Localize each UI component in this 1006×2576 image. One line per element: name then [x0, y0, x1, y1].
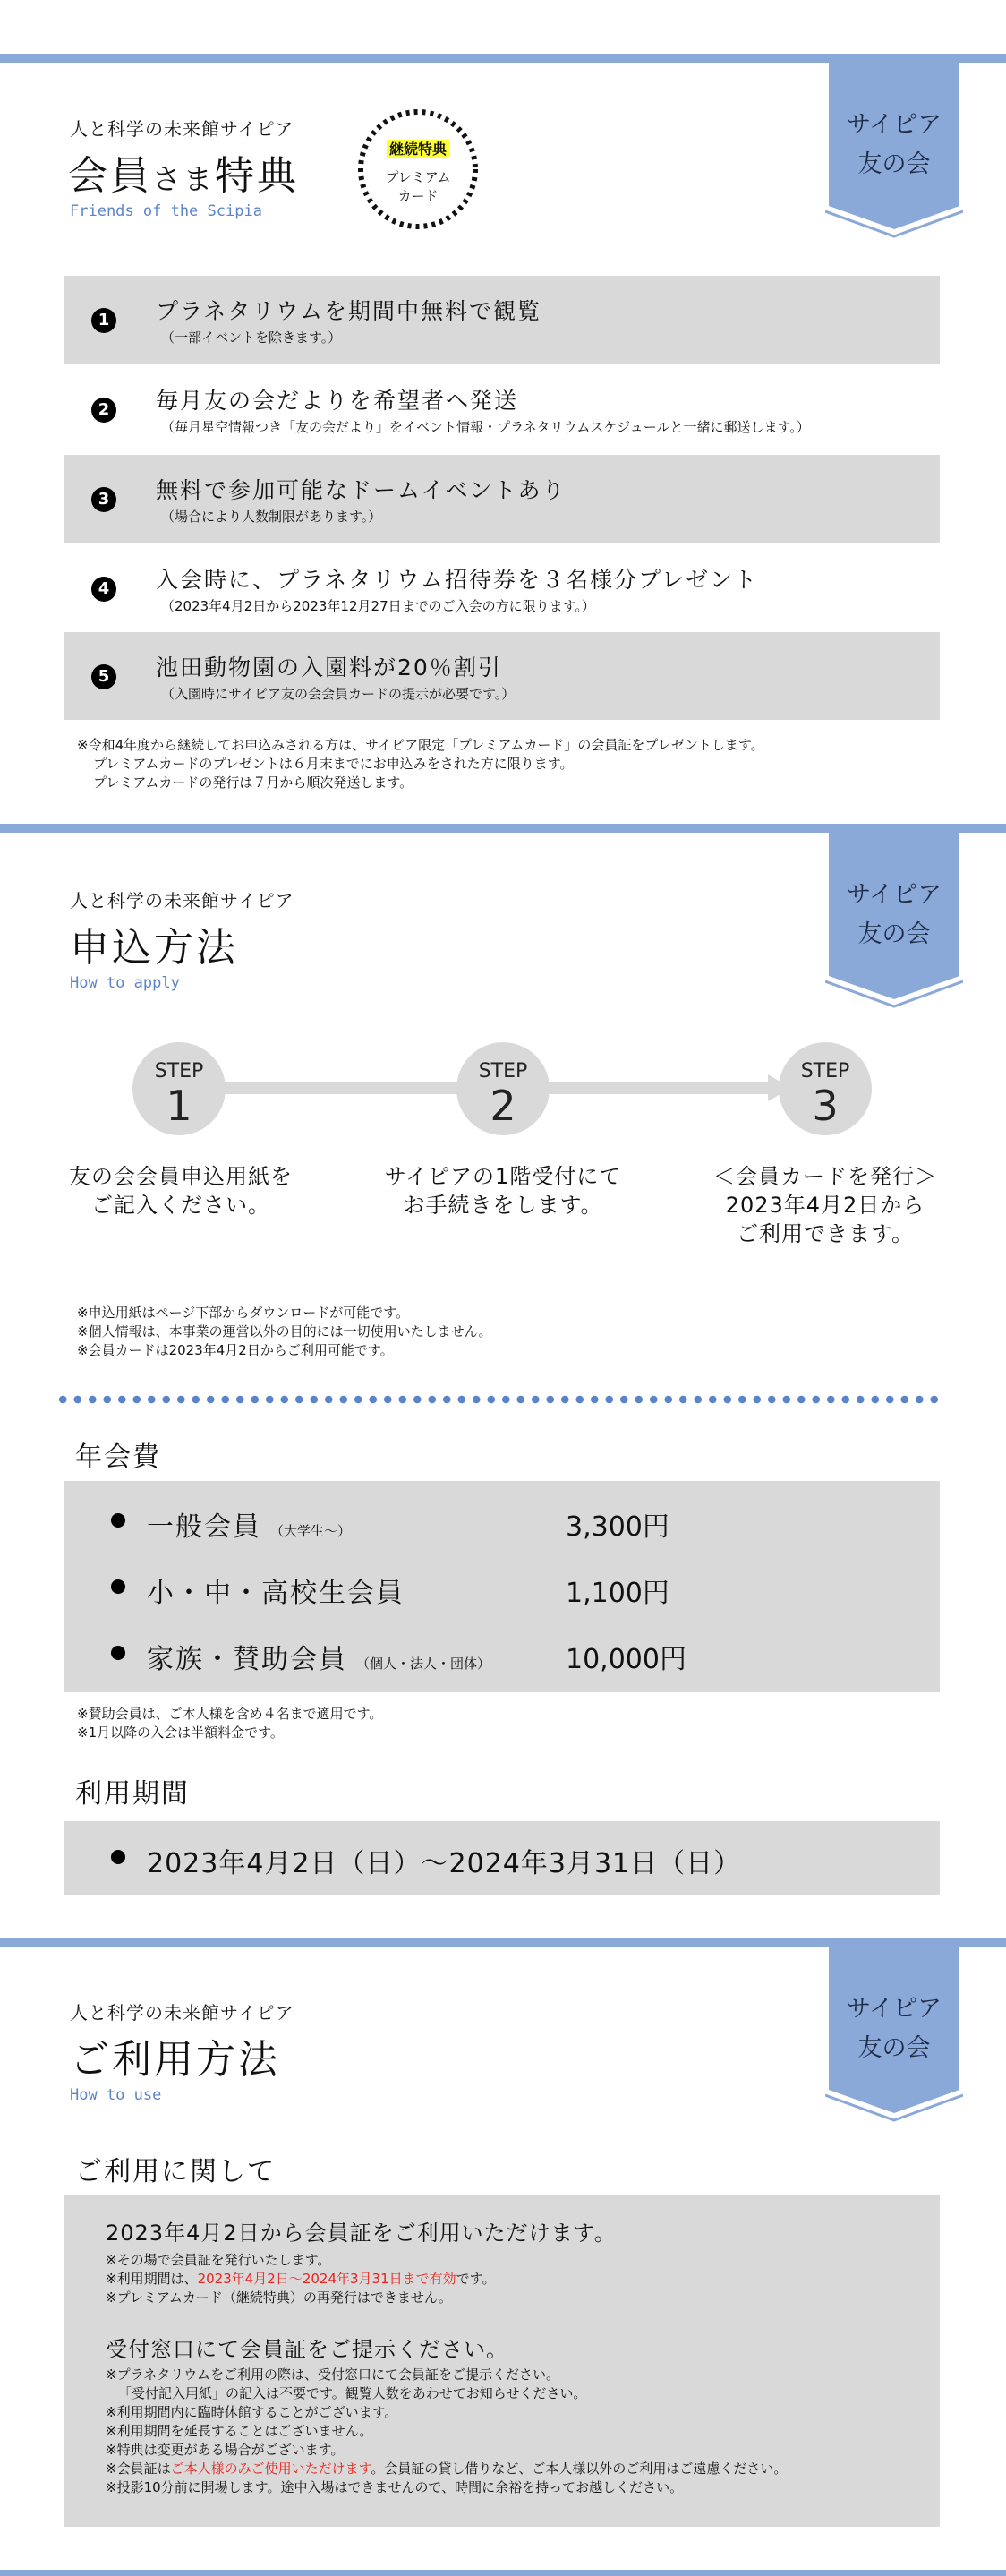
benefit-main: 入会時に、プラネタリウム招待券を３名様分プレゼント	[156, 567, 759, 593]
benefit-item	[64, 455, 940, 543]
benefit-sub: （入園時にサイピア友の会会員カードの提示が必要です。）	[161, 686, 516, 702]
period-value: 2023年4月2日（日）～2024年3月31日（日）	[147, 1848, 742, 1879]
number-badge: 2	[91, 398, 116, 423]
usage-box	[64, 2195, 940, 2527]
benefits-notes: ※令和4年度から継続してお申込みされる方は、サイピア限定「プレミアムカード」の会員証をプレゼントします。 プレミアムカードのプレゼントは６月末までにお申込みをされた方に限ります。 プレミアムカードの発行は７月から順次発送します。	[77, 737, 764, 791]
badge-line1: プレミアム	[385, 169, 451, 185]
benefit-main: プラネタリウムを期間中無料で観覧	[156, 298, 542, 324]
step-description-2: サイピアの1階受付にて お手続きをします。	[384, 1164, 622, 1218]
benefit-main: 池田動物園の入園料が20％割引	[156, 655, 502, 680]
bullet-icon	[111, 1646, 125, 1660]
benefit-item	[64, 276, 940, 364]
benefit-main: 無料で参加可能なドームイベントあり	[156, 477, 567, 503]
org-name: 人と科学の未来館サイピア	[70, 890, 294, 911]
banner-line1: サイピア	[846, 111, 942, 139]
org-name: 人と科学の未来館サイピア	[70, 2002, 294, 2024]
bullet-icon	[111, 1850, 125, 1864]
benefit-sub: （毎月星空情報つき「友の会だより」をイベント情報・プラネタリウムスケジュールと一緒に郵送します。）	[161, 419, 810, 435]
badge-line2: カード	[397, 188, 439, 204]
number-badge: 4	[91, 577, 116, 602]
bottom-divider-bar	[0, 2570, 1006, 2576]
page-title-usage: ご利用方法	[70, 2037, 280, 2083]
friends-club-banner	[825, 833, 963, 996]
fee-price: 3,300円	[566, 1511, 669, 1543]
usage-block1-title: 2023年4月2日から会員証をご利用いただけます。	[106, 2221, 617, 2246]
fee-row	[64, 1554, 940, 1621]
usage-block2-title: 受付窓口にて会員証をご提示ください。	[106, 2337, 508, 2362]
banner-line2: 友の会	[857, 920, 931, 948]
step-description-3: ＜会員カードを発行＞ 2023年4月2日から ご利用できます。	[713, 1164, 937, 1246]
valid-period-highlight: 2023年4月2日～2024年3月31日まで有効	[197, 2271, 456, 2287]
step-circle-2: STEP 2	[456, 1042, 550, 1135]
fee-price: 1,100円	[566, 1578, 669, 1609]
benefit-item	[64, 632, 940, 720]
usage-block1-notes: ※その場で会員証を発行いたします。 ※利用期間は、2023年4月2日～2024年3月31日まで有効です。 ※プレミアムカード（継続特典）の再発行はできません。	[106, 2252, 496, 2306]
fee-notes: ※賛助会員は、ご本人様を含め４名まで適用です。 ※1月以降の入会は半額料金です。	[77, 1706, 383, 1741]
top-divider-bar	[0, 54, 1006, 63]
owner-only-highlight: ご本人様のみご使用いただけます	[170, 2460, 371, 2477]
fee-note: （個人・法人・団体）	[356, 1656, 491, 1672]
usage-title-en: How to use	[70, 2086, 162, 2104]
premium-card-badge	[354, 106, 482, 233]
fee-name: 一般会員	[147, 1511, 261, 1543]
fee-row	[64, 1621, 940, 1687]
page-title-apply: 申込方法	[70, 925, 238, 971]
fee-note: （大学生～）	[270, 1523, 352, 1539]
banner-line2: 友の会	[857, 2034, 931, 2062]
dotted-divider	[55, 1395, 943, 1404]
number-badge: 1	[91, 308, 116, 333]
banner-line1: サイピア	[846, 881, 942, 909]
benefit-sub: （場合により人数制限があります。）	[161, 509, 382, 525]
number-badge: 5	[91, 664, 116, 689]
fee-row	[64, 1488, 940, 1554]
benefit-item	[64, 544, 940, 632]
step-description-1: 友の会会員申込用紙を ご記入ください。	[69, 1164, 293, 1218]
bullet-icon	[111, 1579, 125, 1594]
benefits-title-en: Friends of the Scipia	[70, 202, 262, 220]
number-badge: 3	[91, 487, 116, 512]
benefit-main: 毎月友の会だよりを希望者へ発送	[156, 388, 519, 414]
banner-line2: 友の会	[857, 150, 931, 178]
section-divider-bar	[0, 1938, 1006, 1947]
step-circle-1: STEP 1	[132, 1042, 226, 1135]
usage-block2-notes: ※プラネタリウムをご利用の際は、受付窓口にて会員証をご提示ください。 「受付記入用紙」の記入は不要です。観覧人数をあわせてお知らせください。 ※利用期間内に臨時休館することがございます。 ※利用期間を延長することはございません。 ※特典は変更がある場合がございます。 ※会員証はご本人様のみご使用いただけます。会員証の貸し借りなど、ご本人様以外のご利用はご遠慮ください。 ※投影10分前に開場します。途中入場はできませんので、時間に余裕を持ってお越しください。	[106, 2366, 788, 2495]
org-name: 人と科学の未来館サイピア	[70, 118, 294, 140]
badge-highlight: 継続特典	[387, 140, 449, 158]
friends-club-banner	[825, 1947, 963, 2110]
usage-heading: ご利用に関して	[75, 2156, 276, 2187]
section-divider-bar	[0, 824, 1006, 833]
benefit-item	[64, 365, 940, 453]
bullet-icon	[111, 1513, 125, 1528]
apply-title-en: How to apply	[70, 974, 180, 992]
benefit-sub: （一部イベントを除きます。）	[161, 329, 342, 346]
fee-price: 10,000円	[566, 1644, 686, 1675]
fee-name: 家族・賛助会員	[147, 1644, 347, 1675]
banner-line1: サイピア	[846, 1995, 942, 2023]
apply-notes: ※申込用紙はページ下部からダウンロードが可能です。 ※個人情報は、本事業の運営以外の目的には一切使用いたしません。 ※会員カードは2023年4月2日からご利用可能です。	[77, 1305, 492, 1358]
benefit-sub: （2023年4月2日から2023年12月27日までのご入会の方に限ります。）	[161, 598, 595, 614]
period-box	[64, 1821, 940, 1895]
step-circle-3: STEP 3	[779, 1042, 872, 1135]
page-title-benefits: 会員さま特典	[68, 153, 300, 199]
fee-name: 小・中・高校生会員	[147, 1578, 405, 1609]
period-heading: 利用期間	[75, 1778, 190, 1810]
friends-club-banner	[825, 63, 963, 226]
fee-table	[64, 1481, 940, 1692]
annual-fee-heading: 年会費	[75, 1442, 161, 1473]
